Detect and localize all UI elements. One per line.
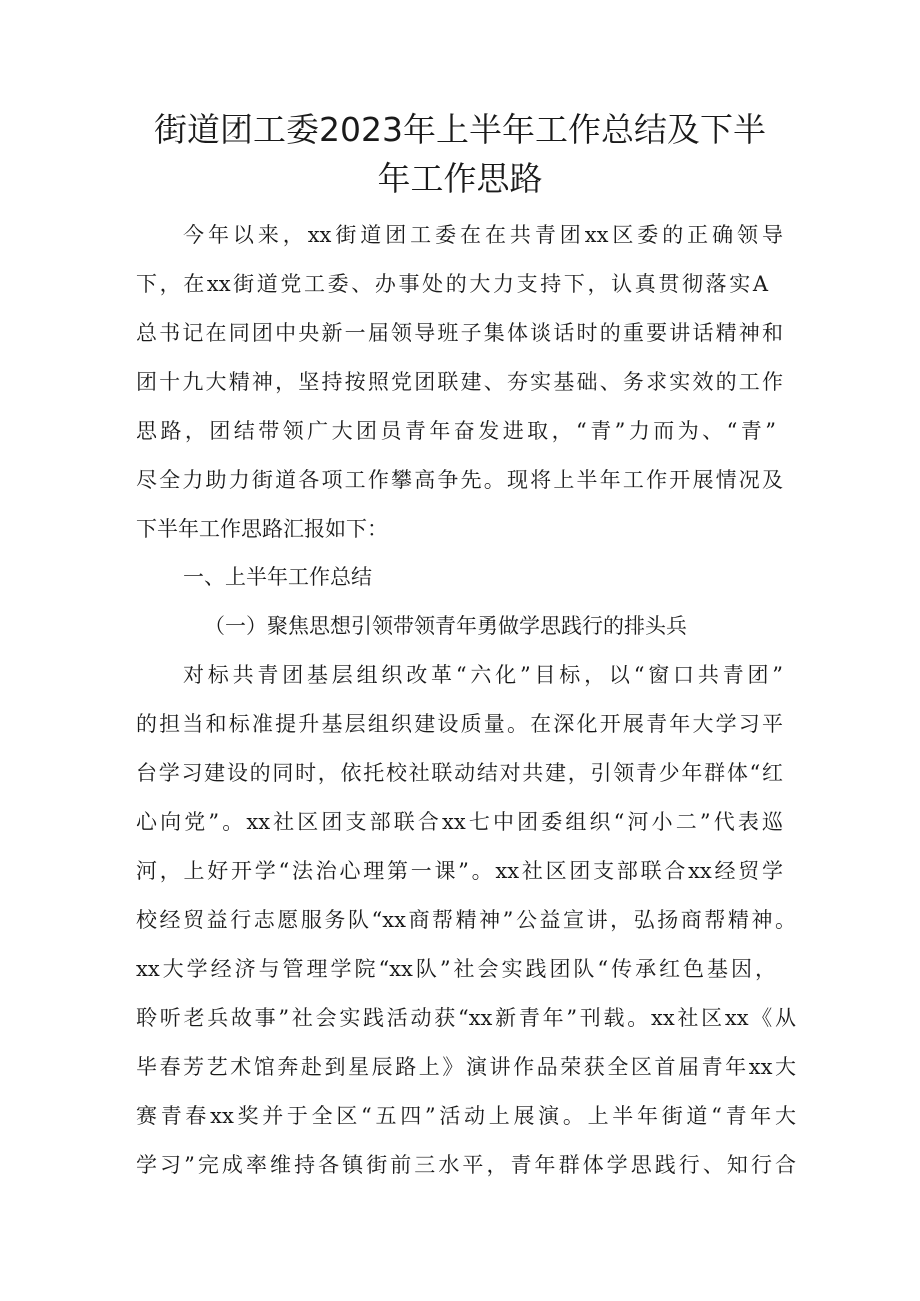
- body-line-2: 的担当和标准提升基层组织建设质量。在深化开展青年大学习平: [136, 712, 783, 736]
- document-title-line-2: 年工作思路: [377, 159, 543, 198]
- intro-line-1: 今年以来，xx街道团工委在在共青团xx区委的正确领导: [183, 223, 783, 247]
- intro-line-7: 下半年工作思路汇报如下：: [136, 517, 388, 541]
- body-line-10: 赛青春xx奖并于全区“五四”活动上展演。上半年街道“青年大: [136, 1104, 796, 1128]
- body-line-5: 河，上好开学“法治心理第一课”。xx社区团支部联合xx经贸学: [136, 859, 783, 883]
- body-line-4: 心向党”。xx社区团支部联合xx七中团委组织“河小二”代表巡: [136, 810, 783, 834]
- body-line-11: 学习”完成率维持各镇街前三水平，青年群体学思践行、知行合: [136, 1153, 796, 1177]
- intro-line-4: 团十九大精神，坚持按照党团联建、夯实基础、务求实效的工作: [136, 370, 783, 394]
- intro-line-2: 下，在xx街道党工委、办事处的大力支持下，认真贯彻落实A: [136, 272, 768, 296]
- subsection-heading: （一）聚焦思想引领带领青年勇做学思践行的排头兵: [204, 614, 687, 638]
- intro-line-5: 思路，团结带领广大团员青年奋发进取，“青”力而为、“青”: [136, 419, 776, 443]
- body-line-9: 毕春芳艺术馆奔赴到星辰路上》演讲作品荣获全区首届青年xx大: [136, 1055, 796, 1079]
- body-line-8: 聆听老兵故事”社会实践活动获“xx新青年”刊载。xx社区xx《从: [136, 1006, 796, 1030]
- intro-line-3: 总书记在同团中央新一届领导班子集体谈话时的重要讲话精神和: [136, 321, 783, 345]
- document-title-line-1: 街道团工委2023年上半年工作总结及下半: [154, 110, 766, 149]
- body-line-3: 台学习建设的同时，依托校社联动结对共建，引领青少年群体“红: [136, 761, 783, 785]
- intro-line-6: 尽全力助力街道各项工作攀高争先。现将上半年工作开展情况及: [136, 468, 783, 492]
- body-line-7: xx大学经济与管理学院“xx队”社会实践团队“传承红色基因，: [136, 957, 776, 981]
- section-heading: 一、上半年工作总结: [183, 565, 372, 589]
- body-line-6: 校经贸益行志愿服务队“xx商帮精神”公益宣讲，弘扬商帮精神。: [136, 908, 796, 932]
- body-line-1: 对标共青团基层组织改革“六化”目标，以“窗口共青团”: [183, 663, 783, 687]
